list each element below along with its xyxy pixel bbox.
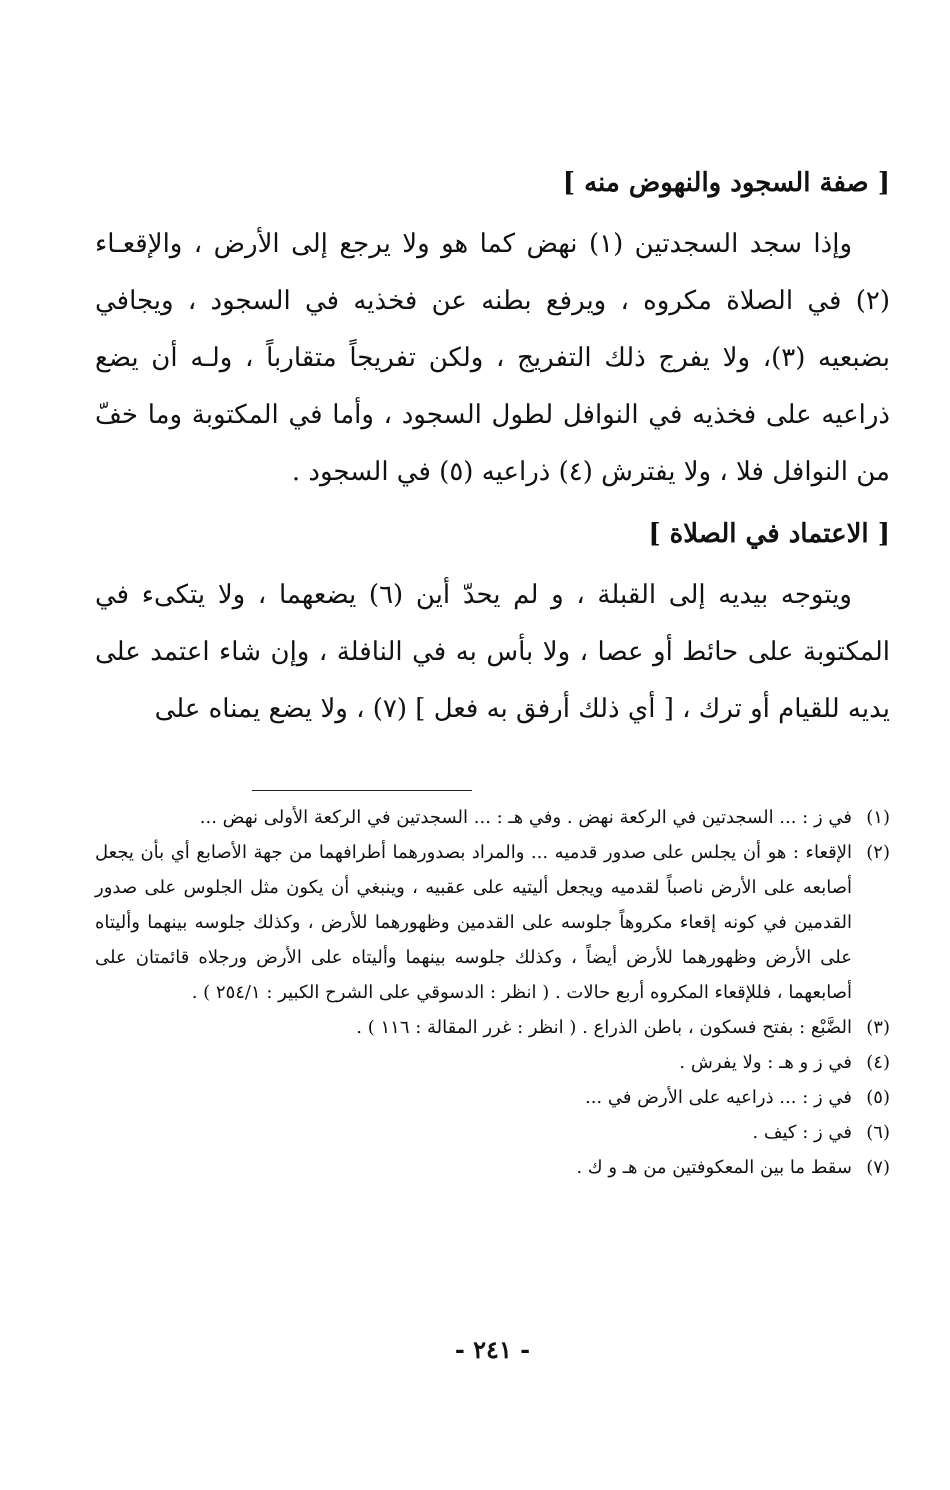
footnote-text: في ز و هـ : ولا يفرش . <box>679 1052 852 1073</box>
footnote-divider <box>252 790 472 791</box>
footnotes <box>95 800 890 1185</box>
footnote-number: (٣) <box>866 1017 890 1038</box>
footnote-text: في ز : كيف . <box>752 1122 852 1143</box>
footnote-item <box>95 1045 890 1080</box>
footnote-text: في ز : ... السجدتين في الركعة نهض . وفي هـ : ... السجدتين في الركعة الأولى نهض ... <box>199 807 852 828</box>
footnote-item <box>95 800 890 835</box>
footnote-number: (٤) <box>866 1052 890 1073</box>
footnote-text: سقط ما بين المعكوفتين من هـ و ك . <box>576 1157 852 1178</box>
section-heading: [ صفة السجود والنهوض منه ] <box>562 168 890 198</box>
page-body <box>95 150 890 1490</box>
footnote-item <box>95 835 890 1010</box>
footnote-number: (١) <box>866 807 890 828</box>
footnote-item <box>95 1115 890 1150</box>
footnote-text: الضَّبْع : بفتح فسكون ، باطن الذراع . ( انظر : غرر المقالة : ١١٦ ) . <box>356 1017 852 1038</box>
footnote-number: (٦) <box>866 1122 890 1143</box>
footnote-number: (٢) <box>866 842 890 863</box>
footnote-number: (٥) <box>866 1087 890 1108</box>
footnote-item <box>95 1150 890 1185</box>
footnote-number: (٧) <box>866 1157 890 1178</box>
footnote-item <box>95 1080 890 1115</box>
section-heading: [ الاعتماد في الصلاة ] <box>648 519 890 549</box>
footnote-text: الإقعاء : هو أن يجلس على صدور قدميه ... والمراد بصدورهما أطرافهما من جهة الأصابع أي بأن يجعل أصابعه على الأرض ناصباً لقدميه ويجعل أليتيه على عقبيه ، وينبغي أن يكون مثل الجلوس على صدور القدمين في كونه إقعاء مكروهاً جلوسه على القدمين وظهورهما للأرض ، وكذلك جلوسه بينهما وأليتاه على الأرض وظهورهما للأرض أيضاً ، وكذلك جلوسه بينهما وأليتاه على الأرض ورجلاه قائمتان على أصابعهما ، فللإقعاء المكروه أربع حالات . ( انظر : الدسوقي على الشرح الكبير : ٢٥٤/١ ) . <box>95 842 852 1003</box>
footnote-item <box>95 1010 890 1045</box>
section-reliance <box>95 511 890 738</box>
page-number: - ٢٤١ - <box>454 1335 531 1364</box>
footnote-text: في ز : ... ذراعيه على الأرض في ... <box>584 1087 852 1108</box>
section-prostration <box>95 160 890 501</box>
section-paragraph: وإذا سجد السجدتين (١) نهض كما هو ولا يرجع إلى الأرض ، والإقعـاء (٢) في الصلاة مكروه ، ويرفع بطنه عن فخذيه في السجود ، ويجافي بضبعيه (٣)، ولا يفرج ذلك التفريج ، ولكن تفريجاً متقارباً ، ولـه أن يضع ذراعيه على فخذيه في النوافل لطول السجود ، وأما في المكتوبة وما خفّ من النوافل فلا ، ولا يفترش (٤) ذراعيه (٥) في السجود . <box>95 229 890 487</box>
section-paragraph: ويتوجه بيديه إلى القبلة ، و لم يحدّ أين (٦) يضعهما ، ولا يتكىء في المكتوبة على حائط أو عصا ، ولا بأس به في النافلة ، وإن شاء اعتمد على يديه للقيام أو ترك ، [ أي ذلك أرفق به فعل ] (٧) ، ولا يضع يمناه على <box>95 580 890 724</box>
